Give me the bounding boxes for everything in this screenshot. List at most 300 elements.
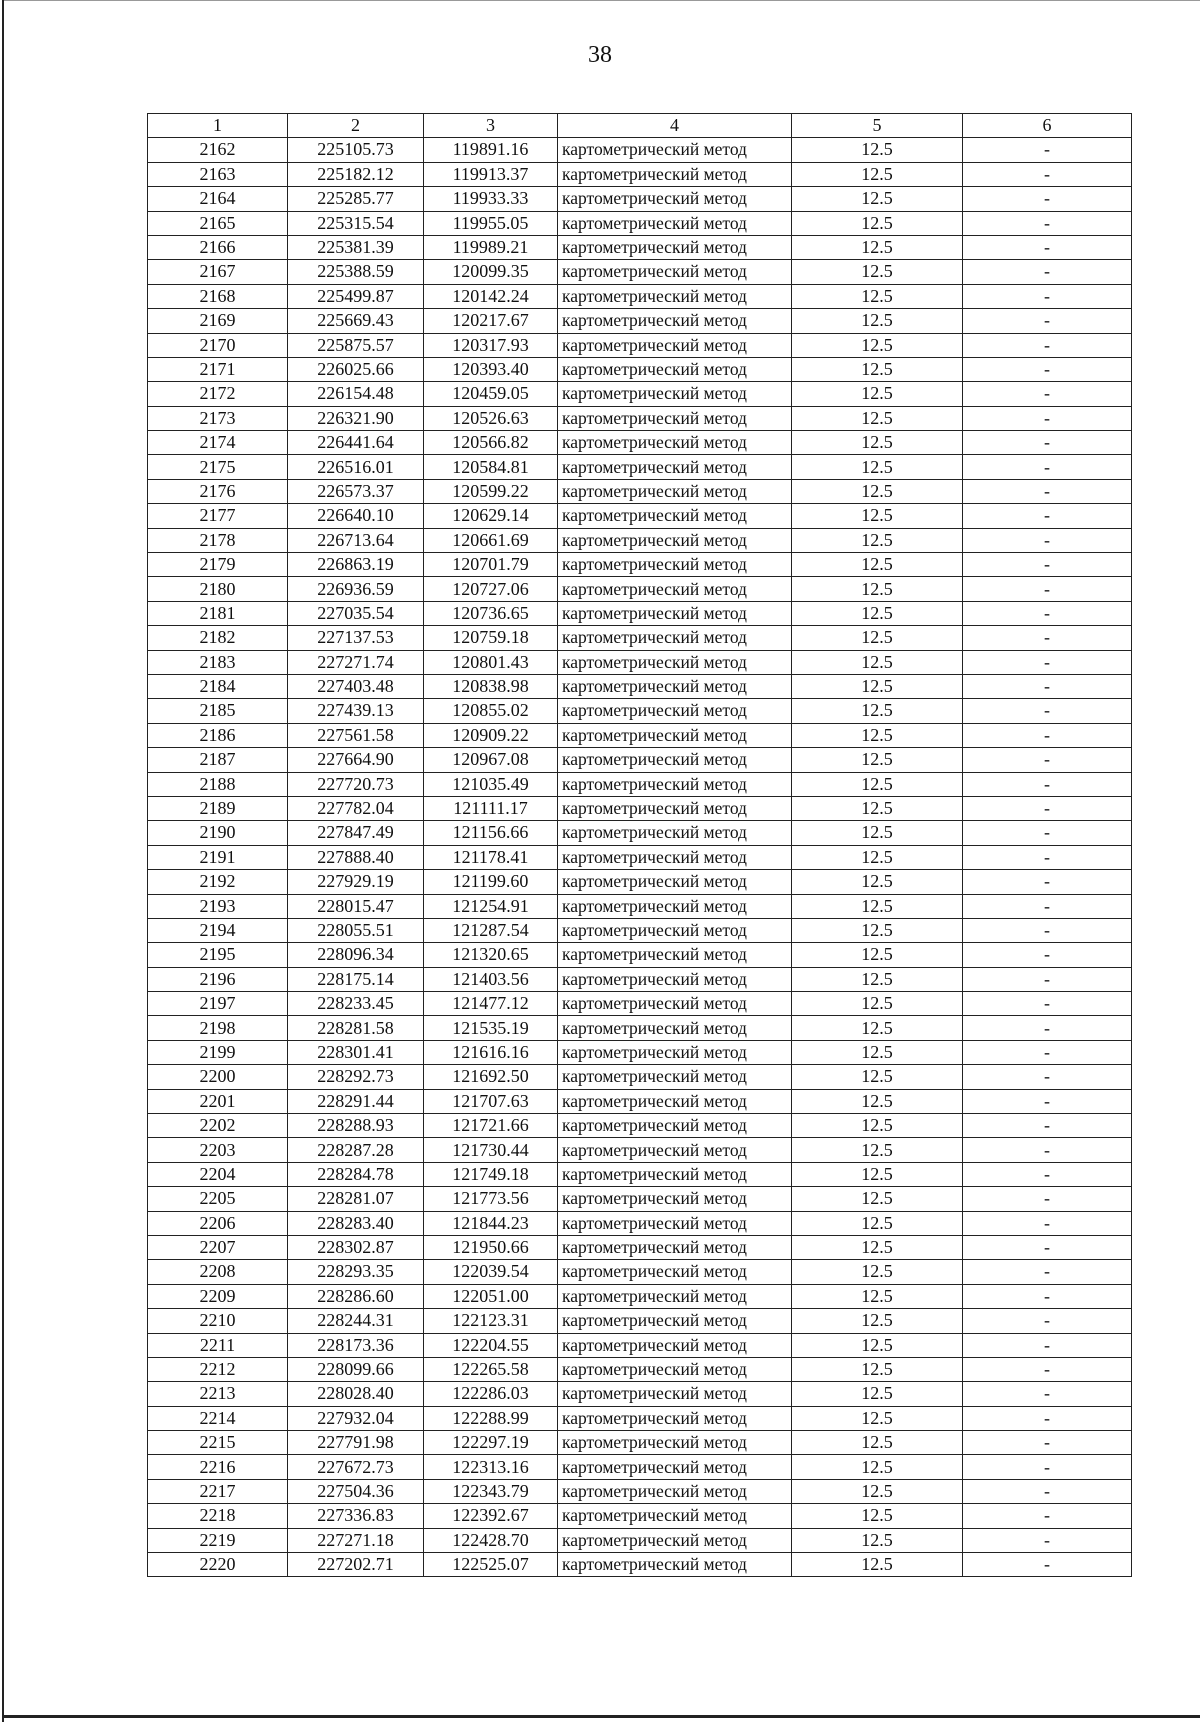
table-row	[148, 1138, 1132, 1162]
method-cell: картометрический метод	[558, 943, 792, 967]
accuracy-cell: 12.5	[792, 553, 963, 577]
note-cell: -	[963, 601, 1132, 625]
note-cell: -	[963, 528, 1132, 552]
x-coordinate-cell: 228291.44	[288, 1089, 424, 1113]
note-cell: -	[963, 479, 1132, 503]
note-cell: -	[963, 382, 1132, 406]
method-cell: картометрический метод	[558, 479, 792, 503]
y-coordinate-cell: 121730.44	[424, 1138, 558, 1162]
x-coordinate-cell: 228287.28	[288, 1138, 424, 1162]
page-frame-left	[2, 0, 4, 1722]
point-number-cell: 2178	[148, 528, 288, 552]
table-row	[148, 918, 1132, 942]
x-coordinate-cell: 227137.53	[288, 626, 424, 650]
point-number-cell: 2196	[148, 967, 288, 991]
table-row	[148, 455, 1132, 479]
accuracy-cell: 12.5	[792, 382, 963, 406]
accuracy-cell: 12.5	[792, 1065, 963, 1089]
method-cell: картометрический метод	[558, 577, 792, 601]
table-row	[148, 406, 1132, 430]
accuracy-cell: 12.5	[792, 1040, 963, 1064]
accuracy-cell: 12.5	[792, 870, 963, 894]
table-body	[148, 138, 1132, 1577]
x-coordinate-cell: 225315.54	[288, 211, 424, 235]
x-coordinate-cell: 228288.93	[288, 1114, 424, 1138]
table-row	[148, 1211, 1132, 1235]
accuracy-cell: 12.5	[792, 235, 963, 259]
point-number-cell: 2218	[148, 1504, 288, 1528]
accuracy-cell: 12.5	[792, 796, 963, 820]
method-cell: картометрический метод	[558, 894, 792, 918]
method-cell: картометрический метод	[558, 1089, 792, 1113]
note-cell: -	[963, 1065, 1132, 1089]
x-coordinate-cell: 227504.36	[288, 1479, 424, 1503]
note-cell: -	[963, 699, 1132, 723]
y-coordinate-cell: 120967.08	[424, 748, 558, 772]
point-number-cell: 2210	[148, 1309, 288, 1333]
point-number-cell: 2213	[148, 1382, 288, 1406]
table-row	[148, 650, 1132, 674]
point-number-cell: 2199	[148, 1040, 288, 1064]
table-row	[148, 211, 1132, 235]
point-number-cell: 2211	[148, 1333, 288, 1357]
x-coordinate-cell: 225669.43	[288, 309, 424, 333]
x-coordinate-cell: 226441.64	[288, 431, 424, 455]
x-coordinate-cell: 226573.37	[288, 479, 424, 503]
table-row	[148, 479, 1132, 503]
x-coordinate-cell: 227791.98	[288, 1431, 424, 1455]
table-row	[148, 1309, 1132, 1333]
accuracy-cell: 12.5	[792, 187, 963, 211]
point-number-cell: 2191	[148, 845, 288, 869]
table-row	[148, 674, 1132, 698]
table-row	[148, 748, 1132, 772]
point-number-cell: 2184	[148, 674, 288, 698]
table-row	[148, 1479, 1132, 1503]
x-coordinate-cell: 227271.74	[288, 650, 424, 674]
note-cell: -	[963, 284, 1132, 308]
table-row	[148, 357, 1132, 381]
point-number-cell: 2219	[148, 1528, 288, 1552]
accuracy-cell: 12.5	[792, 821, 963, 845]
y-coordinate-cell: 122204.55	[424, 1333, 558, 1357]
note-cell: -	[963, 674, 1132, 698]
method-cell: картометрический метод	[558, 382, 792, 406]
table-row	[148, 382, 1132, 406]
method-cell: картометрический метод	[558, 309, 792, 333]
page-frame-top	[2, 0, 1200, 1]
y-coordinate-cell: 121254.91	[424, 894, 558, 918]
note-cell: -	[963, 894, 1132, 918]
accuracy-cell: 12.5	[792, 650, 963, 674]
y-coordinate-cell: 121721.66	[424, 1114, 558, 1138]
column-header-3: 3	[424, 114, 558, 138]
note-cell: -	[963, 260, 1132, 284]
accuracy-cell: 12.5	[792, 1382, 963, 1406]
point-number-cell: 2172	[148, 382, 288, 406]
table-row	[148, 577, 1132, 601]
y-coordinate-cell: 121111.17	[424, 796, 558, 820]
accuracy-cell: 12.5	[792, 1504, 963, 1528]
accuracy-cell: 12.5	[792, 577, 963, 601]
accuracy-cell: 12.5	[792, 1309, 963, 1333]
accuracy-cell: 12.5	[792, 1284, 963, 1308]
table-row	[148, 845, 1132, 869]
point-number-cell: 2164	[148, 187, 288, 211]
method-cell: картометрический метод	[558, 1138, 792, 1162]
table-row	[148, 528, 1132, 552]
accuracy-cell: 12.5	[792, 357, 963, 381]
point-number-cell: 2162	[148, 138, 288, 162]
y-coordinate-cell: 120317.93	[424, 333, 558, 357]
note-cell: -	[963, 1431, 1132, 1455]
x-coordinate-cell: 225182.12	[288, 162, 424, 186]
accuracy-cell: 12.5	[792, 528, 963, 552]
accuracy-cell: 12.5	[792, 406, 963, 430]
method-cell: картометрический метод	[558, 1114, 792, 1138]
table-row	[148, 1406, 1132, 1430]
accuracy-cell: 12.5	[792, 309, 963, 333]
accuracy-cell: 12.5	[792, 1089, 963, 1113]
note-cell: -	[963, 626, 1132, 650]
point-number-cell: 2214	[148, 1406, 288, 1430]
table-row	[148, 723, 1132, 747]
table-row	[148, 309, 1132, 333]
point-number-cell: 2167	[148, 260, 288, 284]
note-cell: -	[963, 1187, 1132, 1211]
method-cell: картометрический метод	[558, 1040, 792, 1064]
point-number-cell: 2176	[148, 479, 288, 503]
accuracy-cell: 12.5	[792, 455, 963, 479]
y-coordinate-cell: 119955.05	[424, 211, 558, 235]
y-coordinate-cell: 120661.69	[424, 528, 558, 552]
accuracy-cell: 12.5	[792, 479, 963, 503]
point-number-cell: 2169	[148, 309, 288, 333]
note-cell: -	[963, 992, 1132, 1016]
method-cell: картометрический метод	[558, 918, 792, 942]
accuracy-cell: 12.5	[792, 138, 963, 162]
y-coordinate-cell: 120855.02	[424, 699, 558, 723]
point-number-cell: 2201	[148, 1089, 288, 1113]
note-cell: -	[963, 235, 1132, 259]
x-coordinate-cell: 228293.35	[288, 1260, 424, 1284]
note-cell: -	[963, 967, 1132, 991]
table-row	[148, 1089, 1132, 1113]
method-cell: картометрический метод	[558, 1016, 792, 1040]
accuracy-cell: 12.5	[792, 967, 963, 991]
y-coordinate-cell: 121199.60	[424, 870, 558, 894]
accuracy-cell: 12.5	[792, 918, 963, 942]
method-cell: картометрический метод	[558, 1065, 792, 1089]
point-number-cell: 2194	[148, 918, 288, 942]
method-cell: картометрический метод	[558, 1357, 792, 1381]
table-row	[148, 1382, 1132, 1406]
accuracy-cell: 12.5	[792, 626, 963, 650]
table-row	[148, 1162, 1132, 1186]
x-coordinate-cell: 226640.10	[288, 504, 424, 528]
y-coordinate-cell: 120099.35	[424, 260, 558, 284]
y-coordinate-cell: 120566.82	[424, 431, 558, 455]
method-cell: картометрический метод	[558, 1455, 792, 1479]
note-cell: -	[963, 211, 1132, 235]
method-cell: картометрический метод	[558, 870, 792, 894]
note-cell: -	[963, 918, 1132, 942]
note-cell: -	[963, 162, 1132, 186]
note-cell: -	[963, 577, 1132, 601]
y-coordinate-cell: 122343.79	[424, 1479, 558, 1503]
method-cell: картометрический метод	[558, 967, 792, 991]
y-coordinate-cell: 119989.21	[424, 235, 558, 259]
table-row	[148, 1260, 1132, 1284]
accuracy-cell: 12.5	[792, 748, 963, 772]
point-number-cell: 2188	[148, 772, 288, 796]
y-coordinate-cell: 121035.49	[424, 772, 558, 796]
y-coordinate-cell: 120584.81	[424, 455, 558, 479]
table-row	[148, 504, 1132, 528]
point-number-cell: 2203	[148, 1138, 288, 1162]
method-cell: картометрический метод	[558, 674, 792, 698]
x-coordinate-cell: 227202.71	[288, 1553, 424, 1577]
point-number-cell: 2168	[148, 284, 288, 308]
point-number-cell: 2217	[148, 1479, 288, 1503]
point-number-cell: 2209	[148, 1284, 288, 1308]
x-coordinate-cell: 227403.48	[288, 674, 424, 698]
table-row	[148, 894, 1132, 918]
x-coordinate-cell: 226516.01	[288, 455, 424, 479]
accuracy-cell: 12.5	[792, 772, 963, 796]
accuracy-cell: 12.5	[792, 992, 963, 1016]
x-coordinate-cell: 228281.58	[288, 1016, 424, 1040]
point-number-cell: 2187	[148, 748, 288, 772]
note-cell: -	[963, 748, 1132, 772]
table-row	[148, 1528, 1132, 1552]
point-number-cell: 2171	[148, 357, 288, 381]
y-coordinate-cell: 122297.19	[424, 1431, 558, 1455]
y-coordinate-cell: 121749.18	[424, 1162, 558, 1186]
x-coordinate-cell: 226713.64	[288, 528, 424, 552]
x-coordinate-cell: 226154.48	[288, 382, 424, 406]
accuracy-cell: 12.5	[792, 1479, 963, 1503]
note-cell: -	[963, 1479, 1132, 1503]
y-coordinate-cell: 122123.31	[424, 1309, 558, 1333]
method-cell: картометрический метод	[558, 1333, 792, 1357]
method-cell: картометрический метод	[558, 1187, 792, 1211]
y-coordinate-cell: 121844.23	[424, 1211, 558, 1235]
table-row	[148, 967, 1132, 991]
table-row	[148, 1187, 1132, 1211]
accuracy-cell: 12.5	[792, 845, 963, 869]
note-cell: -	[963, 1333, 1132, 1357]
x-coordinate-cell: 228028.40	[288, 1382, 424, 1406]
method-cell: картометрический метод	[558, 1553, 792, 1577]
x-coordinate-cell: 228175.14	[288, 967, 424, 991]
table-row	[148, 1455, 1132, 1479]
point-number-cell: 2195	[148, 943, 288, 967]
x-coordinate-cell: 228055.51	[288, 918, 424, 942]
accuracy-cell: 12.5	[792, 284, 963, 308]
note-cell: -	[963, 1504, 1132, 1528]
x-coordinate-cell: 226936.59	[288, 577, 424, 601]
point-number-cell: 2197	[148, 992, 288, 1016]
note-cell: -	[963, 504, 1132, 528]
method-cell: картометрический метод	[558, 1235, 792, 1259]
note-cell: -	[963, 1114, 1132, 1138]
column-header-4: 4	[558, 114, 792, 138]
x-coordinate-cell: 228173.36	[288, 1333, 424, 1357]
note-cell: -	[963, 1162, 1132, 1186]
point-number-cell: 2206	[148, 1211, 288, 1235]
method-cell: картометрический метод	[558, 162, 792, 186]
x-coordinate-cell: 226863.19	[288, 553, 424, 577]
method-cell: картометрический метод	[558, 772, 792, 796]
method-cell: картометрический метод	[558, 187, 792, 211]
y-coordinate-cell: 122392.67	[424, 1504, 558, 1528]
accuracy-cell: 12.5	[792, 211, 963, 235]
y-coordinate-cell: 120736.65	[424, 601, 558, 625]
point-number-cell: 2193	[148, 894, 288, 918]
table-row	[148, 772, 1132, 796]
y-coordinate-cell: 119891.16	[424, 138, 558, 162]
note-cell: -	[963, 1016, 1132, 1040]
method-cell: картометрический метод	[558, 1162, 792, 1186]
note-cell: -	[963, 1211, 1132, 1235]
y-coordinate-cell: 121287.54	[424, 918, 558, 942]
y-coordinate-cell: 121403.56	[424, 967, 558, 991]
table-row	[148, 553, 1132, 577]
table-row	[148, 796, 1132, 820]
y-coordinate-cell: 122313.16	[424, 1455, 558, 1479]
table-row	[148, 187, 1132, 211]
point-number-cell: 2175	[148, 455, 288, 479]
point-number-cell: 2200	[148, 1065, 288, 1089]
x-coordinate-cell: 228301.41	[288, 1040, 424, 1064]
table-row	[148, 1040, 1132, 1064]
note-cell: -	[963, 1309, 1132, 1333]
point-number-cell: 2205	[148, 1187, 288, 1211]
method-cell: картометрический метод	[558, 723, 792, 747]
coordinates-table	[147, 113, 1132, 1577]
y-coordinate-cell: 121535.19	[424, 1016, 558, 1040]
point-number-cell: 2163	[148, 162, 288, 186]
accuracy-cell: 12.5	[792, 1431, 963, 1455]
method-cell: картометрический метод	[558, 1382, 792, 1406]
method-cell: картометрический метод	[558, 431, 792, 455]
x-coordinate-cell: 227929.19	[288, 870, 424, 894]
y-coordinate-cell: 120459.05	[424, 382, 558, 406]
x-coordinate-cell: 227561.58	[288, 723, 424, 747]
point-number-cell: 2180	[148, 577, 288, 601]
x-coordinate-cell: 228244.31	[288, 1309, 424, 1333]
note-cell: -	[963, 1235, 1132, 1259]
accuracy-cell: 12.5	[792, 1114, 963, 1138]
y-coordinate-cell: 122428.70	[424, 1528, 558, 1552]
table-row	[148, 162, 1132, 186]
x-coordinate-cell: 228096.34	[288, 943, 424, 967]
point-number-cell: 2185	[148, 699, 288, 723]
x-coordinate-cell: 228233.45	[288, 992, 424, 1016]
x-coordinate-cell: 227847.49	[288, 821, 424, 845]
page-frame-bottom	[2, 1715, 1200, 1718]
table-row	[148, 992, 1132, 1016]
y-coordinate-cell: 122286.03	[424, 1382, 558, 1406]
note-cell: -	[963, 406, 1132, 430]
accuracy-cell: 12.5	[792, 723, 963, 747]
note-cell: -	[963, 870, 1132, 894]
accuracy-cell: 12.5	[792, 699, 963, 723]
note-cell: -	[963, 772, 1132, 796]
point-number-cell: 2207	[148, 1235, 288, 1259]
note-cell: -	[963, 309, 1132, 333]
point-number-cell: 2216	[148, 1455, 288, 1479]
table-row	[148, 1431, 1132, 1455]
accuracy-cell: 12.5	[792, 601, 963, 625]
method-cell: картометрический метод	[558, 284, 792, 308]
column-header-2: 2	[288, 114, 424, 138]
note-cell: -	[963, 845, 1132, 869]
accuracy-cell: 12.5	[792, 260, 963, 284]
x-coordinate-cell: 225285.77	[288, 187, 424, 211]
accuracy-cell: 12.5	[792, 1528, 963, 1552]
table-row	[148, 1333, 1132, 1357]
note-cell: -	[963, 357, 1132, 381]
point-number-cell: 2215	[148, 1431, 288, 1455]
accuracy-cell: 12.5	[792, 894, 963, 918]
accuracy-cell: 12.5	[792, 333, 963, 357]
x-coordinate-cell: 228283.40	[288, 1211, 424, 1235]
accuracy-cell: 12.5	[792, 431, 963, 455]
accuracy-cell: 12.5	[792, 1187, 963, 1211]
x-coordinate-cell: 228302.87	[288, 1235, 424, 1259]
accuracy-cell: 12.5	[792, 1553, 963, 1577]
column-header-5: 5	[792, 114, 963, 138]
table-row	[148, 1065, 1132, 1089]
point-number-cell: 2202	[148, 1114, 288, 1138]
point-number-cell: 2183	[148, 650, 288, 674]
x-coordinate-cell: 228284.78	[288, 1162, 424, 1186]
method-cell: картометрический метод	[558, 406, 792, 430]
note-cell: -	[963, 1406, 1132, 1430]
method-cell: картометрический метод	[558, 626, 792, 650]
method-cell: картометрический метод	[558, 1211, 792, 1235]
method-cell: картометрический метод	[558, 260, 792, 284]
table-row	[148, 431, 1132, 455]
method-cell: картометрический метод	[558, 601, 792, 625]
table-row	[148, 138, 1132, 162]
table-row	[148, 821, 1132, 845]
point-number-cell: 2179	[148, 553, 288, 577]
method-cell: картометрический метод	[558, 1309, 792, 1333]
note-cell: -	[963, 1284, 1132, 1308]
point-number-cell: 2186	[148, 723, 288, 747]
point-number-cell: 2170	[148, 333, 288, 357]
table-row	[148, 1357, 1132, 1381]
accuracy-cell: 12.5	[792, 1406, 963, 1430]
table-row	[148, 333, 1132, 357]
point-number-cell: 2181	[148, 601, 288, 625]
y-coordinate-cell: 122039.54	[424, 1260, 558, 1284]
x-coordinate-cell: 227720.73	[288, 772, 424, 796]
x-coordinate-cell: 226025.66	[288, 357, 424, 381]
accuracy-cell: 12.5	[792, 1455, 963, 1479]
y-coordinate-cell: 120909.22	[424, 723, 558, 747]
y-coordinate-cell: 120599.22	[424, 479, 558, 503]
note-cell: -	[963, 796, 1132, 820]
method-cell: картометрический метод	[558, 504, 792, 528]
method-cell: картометрический метод	[558, 1528, 792, 1552]
table-row	[148, 260, 1132, 284]
note-cell: -	[963, 1455, 1132, 1479]
x-coordinate-cell: 228286.60	[288, 1284, 424, 1308]
